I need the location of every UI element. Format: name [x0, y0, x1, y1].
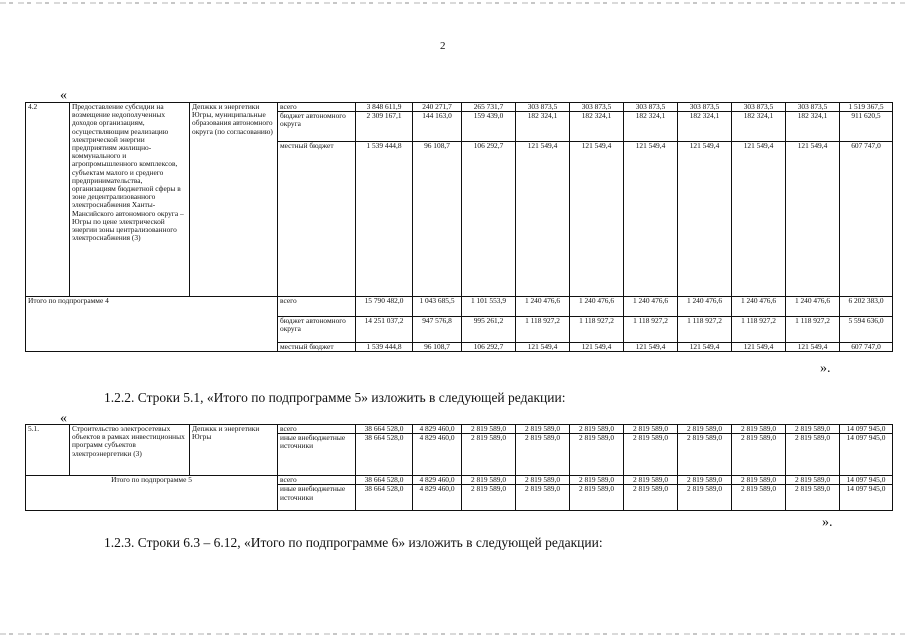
- value-cell: 303 873,5: [678, 103, 732, 112]
- value-cell: 947 576,8: [413, 317, 462, 343]
- value-cell: 303 873,5: [786, 103, 840, 112]
- value-cell: 96 108,7: [413, 343, 462, 352]
- value-cell: 2 819 589,0: [516, 425, 570, 434]
- value-cell: 2 819 589,0: [462, 476, 516, 485]
- value-cell: 1 118 927,2: [732, 317, 786, 343]
- value-cell: 2 819 589,0: [462, 485, 516, 511]
- value-cell: 121 549,4: [678, 142, 732, 297]
- open-quote-2: «: [60, 411, 67, 426]
- close-quote-2: ».: [822, 515, 833, 530]
- value-cell: 182 324,1: [516, 112, 570, 142]
- value-cell: 1 043 685,5: [413, 297, 462, 317]
- paragraph-1-2-2: 1.2.2. Строки 5.1, «Итого по подпрограмме 5» изложить в следующей редакции:: [104, 390, 566, 405]
- source-cell: всего: [278, 103, 356, 112]
- value-cell: 1 118 927,2: [570, 317, 624, 343]
- value-cell: 2 819 589,0: [678, 476, 732, 485]
- source-cell: бюджет автономного округа: [278, 317, 356, 343]
- value-cell: 995 261,2: [462, 317, 516, 343]
- value-cell: 1 240 476,6: [570, 297, 624, 317]
- description-cell: Строительство электросетевых объектов в рамках инвестиционных программ субъектов электроэнергетики (3): [70, 425, 190, 476]
- value-cell: 1 240 476,6: [624, 297, 678, 317]
- value-cell: 121 549,4: [732, 142, 786, 297]
- value-cell: 1 118 927,2: [786, 317, 840, 343]
- value-cell: 5 594 636,0: [840, 317, 893, 343]
- value-cell: 182 324,1: [732, 112, 786, 142]
- value-cell: 182 324,1: [678, 112, 732, 142]
- value-cell: 121 549,4: [624, 343, 678, 352]
- open-quote-1: «: [60, 88, 67, 103]
- value-cell: 96 108,7: [413, 142, 462, 297]
- close-quote-1: ».: [820, 361, 831, 376]
- value-cell: 38 664 528,0: [356, 485, 413, 511]
- total-label-cell: Итого по подпрограмме 5: [26, 476, 278, 511]
- value-cell: 121 549,4: [786, 142, 840, 297]
- row-number-cell: 5.1.: [26, 425, 70, 476]
- row-number-cell: 4.2: [26, 103, 70, 297]
- value-cell: 911 620,5: [840, 112, 893, 142]
- value-cell: 121 549,4: [624, 142, 678, 297]
- value-cell: 607 747,0: [840, 142, 893, 297]
- value-cell: 159 439,0: [462, 112, 516, 142]
- value-cell: 2 819 589,0: [570, 425, 624, 434]
- value-cell: 1 240 476,6: [678, 297, 732, 317]
- description-cell: Предоставление субсидии на возмещение недополученных доходов организациям, осуществляющим реализацию электрической энергии предприятиям жилищно-коммунального и агропромышленного комплексов, субъектам малого и среднего предпринимательства, организациям бюджетной сферы в зоне децентрализованного электроснабжения Ханты-Мансийского автономного округа – Югры по цене электрической энергии зоны централизованного электроснабжения (3): [70, 103, 190, 297]
- source-cell: иные внебюджетные источники: [278, 485, 356, 511]
- value-cell: 121 549,4: [570, 343, 624, 352]
- value-cell: 121 549,4: [570, 142, 624, 297]
- source-cell: местный бюджет: [278, 142, 356, 297]
- value-cell: 4 829 460,0: [413, 476, 462, 485]
- value-cell: 2 819 589,0: [570, 485, 624, 511]
- value-cell: 106 292,7: [462, 142, 516, 297]
- value-cell: 2 819 589,0: [786, 434, 840, 476]
- value-cell: 106 292,7: [462, 343, 516, 352]
- value-cell: 2 819 589,0: [786, 485, 840, 511]
- table-subprogram-4: [25, 102, 893, 352]
- value-cell: 1 539 444,8: [356, 343, 413, 352]
- source-cell: всего: [278, 425, 356, 434]
- total-row: [26, 297, 893, 317]
- value-cell: 2 309 167,1: [356, 112, 413, 142]
- source-cell: всего: [278, 297, 356, 317]
- value-cell: 14 097 945,0: [840, 434, 893, 476]
- value-cell: 14 097 945,0: [840, 425, 893, 434]
- scan-border-top: [0, 2, 905, 4]
- value-cell: 2 819 589,0: [678, 485, 732, 511]
- table-subprogram-5: [25, 424, 893, 511]
- value-cell: 240 271,7: [413, 103, 462, 112]
- value-cell: 121 549,4: [786, 343, 840, 352]
- value-cell: 6 202 383,0: [840, 297, 893, 317]
- value-cell: 2 819 589,0: [732, 476, 786, 485]
- value-cell: 38 664 528,0: [356, 434, 413, 476]
- value-cell: 182 324,1: [786, 112, 840, 142]
- value-cell: 265 731,7: [462, 103, 516, 112]
- value-cell: 121 549,4: [516, 142, 570, 297]
- value-cell: 4 829 460,0: [413, 434, 462, 476]
- value-cell: 38 664 528,0: [356, 476, 413, 485]
- value-cell: 144 163,0: [413, 112, 462, 142]
- table-row: [26, 103, 893, 112]
- value-cell: 1 118 927,2: [678, 317, 732, 343]
- value-cell: 182 324,1: [624, 112, 678, 142]
- value-cell: 121 549,4: [678, 343, 732, 352]
- value-cell: 2 819 589,0: [786, 476, 840, 485]
- value-cell: 2 819 589,0: [462, 434, 516, 476]
- value-cell: 2 819 589,0: [624, 425, 678, 434]
- source-cell: местный бюджет: [278, 343, 356, 352]
- value-cell: 2 819 589,0: [570, 476, 624, 485]
- value-cell: 15 790 482,0: [356, 297, 413, 317]
- value-cell: 1 519 367,5: [840, 103, 893, 112]
- value-cell: 14 097 945,0: [840, 485, 893, 511]
- value-cell: 1 240 476,6: [732, 297, 786, 317]
- value-cell: 38 664 528,0: [356, 425, 413, 434]
- value-cell: 2 819 589,0: [732, 434, 786, 476]
- value-cell: 2 819 589,0: [678, 425, 732, 434]
- value-cell: 2 819 589,0: [678, 434, 732, 476]
- value-cell: 303 873,5: [516, 103, 570, 112]
- value-cell: 2 819 589,0: [732, 425, 786, 434]
- value-cell: 2 819 589,0: [624, 476, 678, 485]
- value-cell: 2 819 589,0: [624, 434, 678, 476]
- source-cell: бюджет автономного округа: [278, 112, 356, 142]
- value-cell: 303 873,5: [624, 103, 678, 112]
- value-cell: 3 848 611,9: [356, 103, 413, 112]
- value-cell: 2 819 589,0: [516, 485, 570, 511]
- value-cell: 303 873,5: [732, 103, 786, 112]
- total-row: [26, 476, 893, 485]
- value-cell: 14 251 037,2: [356, 317, 413, 343]
- value-cell: 182 324,1: [570, 112, 624, 142]
- page-number: 2: [440, 40, 446, 52]
- value-cell: 4 829 460,0: [413, 425, 462, 434]
- source-cell: иные внебюджетные источники: [278, 434, 356, 476]
- value-cell: 2 819 589,0: [516, 476, 570, 485]
- value-cell: 607 747,0: [840, 343, 893, 352]
- value-cell: 1 118 927,2: [516, 317, 570, 343]
- scan-border-bottom: [0, 633, 905, 635]
- executor-cell: Депжкк и энергетики Югры, муниципальные образования автономного округа (по согласованию): [190, 103, 278, 297]
- value-cell: 121 549,4: [732, 343, 786, 352]
- paragraph-1-2-3: 1.2.3. Строки 6.3 – 6.12, «Итого по подпрограмме 6» изложить в следующей редакции:: [104, 535, 603, 550]
- value-cell: 4 829 460,0: [413, 485, 462, 511]
- value-cell: 2 819 589,0: [732, 485, 786, 511]
- value-cell: 2 819 589,0: [624, 485, 678, 511]
- value-cell: 2 819 589,0: [786, 425, 840, 434]
- value-cell: 2 819 589,0: [462, 425, 516, 434]
- value-cell: 303 873,5: [570, 103, 624, 112]
- value-cell: 1 118 927,2: [624, 317, 678, 343]
- value-cell: 2 819 589,0: [516, 434, 570, 476]
- value-cell: 1 539 444,8: [356, 142, 413, 297]
- value-cell: 1 101 553,9: [462, 297, 516, 317]
- value-cell: 1 240 476,6: [786, 297, 840, 317]
- source-cell: всего: [278, 476, 356, 485]
- table-row: [26, 425, 893, 434]
- value-cell: 1 240 476,6: [516, 297, 570, 317]
- executor-cell: Депжкк и энергетики Югры: [190, 425, 278, 476]
- total-label-cell: Итого по подпрограмме 4: [26, 297, 278, 352]
- value-cell: 121 549,4: [516, 343, 570, 352]
- value-cell: 14 097 945,0: [840, 476, 893, 485]
- value-cell: 2 819 589,0: [570, 434, 624, 476]
